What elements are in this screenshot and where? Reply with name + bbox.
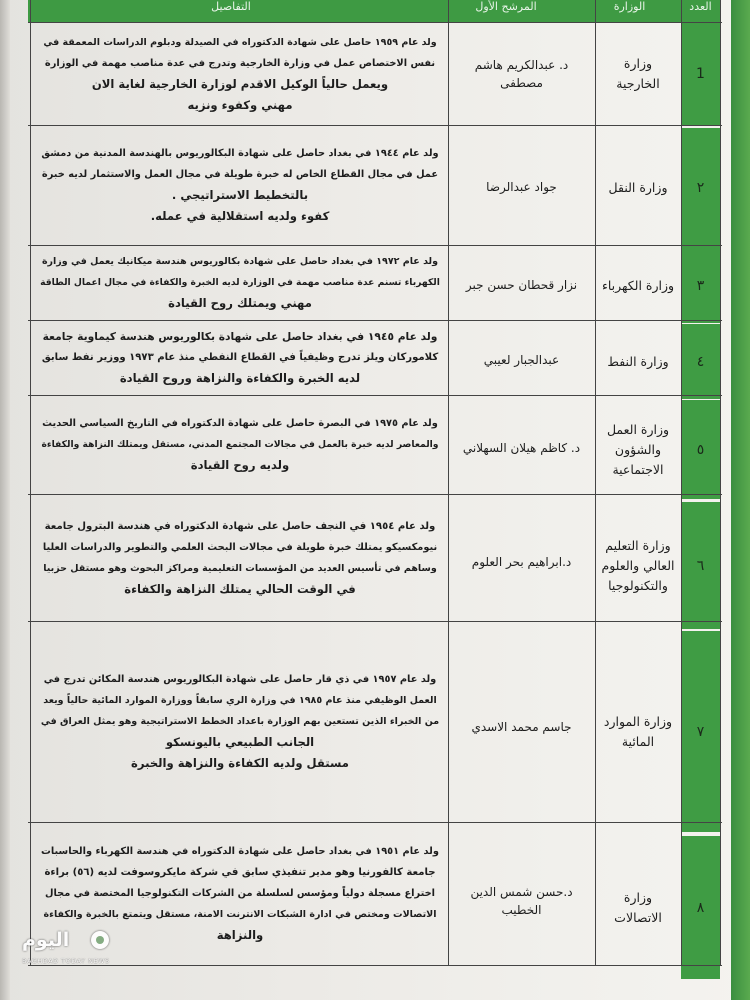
row-number: ٣ bbox=[681, 248, 720, 323]
details-line: والنزاهة bbox=[216, 928, 264, 942]
candidate-name: د. عبدالكريم هاشم مصطفى bbox=[474, 57, 569, 90]
table-column-divider bbox=[681, 0, 682, 965]
details-line: اختراع مسجلة دولياً ومؤسس لسلسلة من الشركات التكنولوجيا المختصة في مجال bbox=[44, 888, 436, 899]
header-details: التفاصيل bbox=[28, 0, 434, 22]
details-line: نفس الاختصاص عمل في وزارة الخارجية وتدرج في عدة مناصب مهمة في الوزارة bbox=[44, 57, 436, 69]
details-text-block bbox=[40, 326, 440, 389]
ministry-name: وزارة التعليم العالي والعلوم والتكنولوجيا bbox=[601, 537, 675, 593]
table-row-divider bbox=[28, 320, 722, 321]
candidate-name: جاسم محمد الاسدي bbox=[471, 719, 572, 734]
table-row-divider bbox=[28, 822, 722, 823]
header-number: العدد bbox=[681, 0, 720, 22]
candidate-name: عبدالجبار لعيبي bbox=[483, 352, 560, 367]
table-column-divider bbox=[448, 0, 449, 965]
ministry-name: وزارة الموارد المائية bbox=[603, 713, 673, 749]
details-line: ولد عام ١٩٤٥ في بغداد حاصل على شهادة بكالوريوس هندسة كيماوية جامعة bbox=[42, 330, 438, 343]
details-line: مهني وكفوء ونزيه bbox=[187, 97, 293, 112]
details-line: لديه الخبرة والكفاءة والنزاهة وروح القيادة bbox=[119, 371, 361, 385]
details-line: ولد عام ١٩٥١ في بغداد حاصل على شهادة الدكتوراه في هندسة الكهرباء والحاسبات bbox=[41, 846, 439, 857]
details-text-block bbox=[40, 32, 440, 116]
details-line: ولد عام ١٩٤٤ في بغداد حاصل على شهادة البكالوريوس بالهندسة المدنية من دمشق bbox=[41, 148, 439, 159]
details-text-block bbox=[40, 669, 440, 774]
row-number: ٥ bbox=[681, 400, 720, 499]
table-row bbox=[0, 395, 750, 494]
table-row-divider bbox=[28, 494, 722, 495]
details-line: ويعمل حالياً الوكيل الاقدم لوزارة الخارجية لغاية الان bbox=[91, 76, 389, 91]
ministry-name: وزارة النفط bbox=[607, 353, 669, 369]
table-row-divider bbox=[28, 395, 722, 396]
candidate-details bbox=[32, 320, 448, 395]
watermark-brand: BAGHDAD TODAY NEWS bbox=[22, 957, 110, 965]
table-row-divider bbox=[28, 965, 722, 966]
candidate-name: د. كاظم هيلان السهلاني bbox=[462, 440, 581, 455]
row-number: ٢ bbox=[681, 128, 720, 248]
table-row bbox=[0, 494, 750, 621]
details-line: ولد عام ١٩٧٥ في البصرة حاصل على شهادة الدكتوراه في التاريخ السياسي الحديث bbox=[42, 418, 438, 429]
details-line: عمل في مجال القطاع الخاص له خبرة طويلة في مجال العمل والاستثمار لديه خبرة bbox=[41, 169, 439, 180]
details-line: مستقل ولديه الكفاءة والنزاهة والخبرة bbox=[131, 756, 349, 770]
header-ministry: الوزارة bbox=[578, 0, 681, 22]
details-line: والمعاصر لديه خبرة بالعمل في مجالات المجتمع المدني، مستقل ويمتلك النزاهة والكفاءة bbox=[41, 439, 439, 450]
details-line: وساهم في تأسيس العديد من المؤسسات التعليمية ومراكز البحوث وهو مستقل حزبيا bbox=[43, 562, 437, 574]
row-number: ٦ bbox=[681, 502, 720, 629]
ministry-name: وزارة العمل والشؤون الاجتماعية bbox=[606, 421, 670, 477]
details-line: كفوء ولديه استقلالية في عمله. bbox=[150, 209, 330, 223]
table-row-divider bbox=[28, 125, 722, 126]
candidate-name: نزار قحطان حسن جبر bbox=[465, 277, 578, 292]
row-number: ٨ bbox=[681, 836, 720, 979]
details-line: العمل الوظيفي منذ عام ١٩٨٥ في وزارة الري سابقاً ووزارة الموارد المائية حالياً ويعد bbox=[43, 695, 437, 706]
candidate-details bbox=[32, 125, 448, 245]
candidate-details bbox=[32, 621, 448, 822]
details-line: مهني ويمتلك روح القيادة bbox=[168, 296, 312, 310]
details-line: جامعة كالفورنيا وهو مدير تنفيذي سابق في شركة مايكروسوفت لديه (٥٦) براءة bbox=[44, 867, 436, 878]
details-line: نيومكسيكو يمتلك خبرة طويلة في مجالات البحث العلمي والتطوير والدراسات العليا bbox=[42, 541, 438, 553]
details-text-block bbox=[40, 413, 440, 476]
table-column-divider bbox=[595, 0, 596, 965]
table-row bbox=[0, 22, 750, 125]
candidate-details bbox=[32, 245, 448, 320]
row-number: ٤ bbox=[681, 324, 720, 399]
ministry-name: وزارة الكهرباء bbox=[601, 277, 675, 293]
details-line: الاتصالات ومختص في ادارة الشبكات الانترنت الامنة، مستقل ويتمتع بالخبرة والكفاءة bbox=[43, 909, 437, 920]
table-row bbox=[0, 125, 750, 245]
details-line: بالتخطيط الاستراتيجي . bbox=[171, 188, 309, 202]
candidate-name: د.ابراهيم بحر العلوم bbox=[471, 554, 572, 569]
table-row bbox=[0, 320, 750, 395]
watermark-logo-mark: اليوم bbox=[22, 929, 70, 951]
details-line: ولديه روح القيادة bbox=[190, 458, 290, 472]
details-line: في الوقت الحالي يمتلك النزاهة والكفاءة bbox=[124, 581, 356, 596]
table-row-divider bbox=[28, 621, 722, 622]
ministry-name: وزارة الاتصالات bbox=[614, 889, 662, 925]
candidate-name: د.حسن شمس الدين الخطيب bbox=[470, 884, 573, 917]
details-text-block bbox=[40, 516, 440, 600]
details-line: ولد عام ١٩٥٩ حاصل على شهادة الدكتوراه في الصيدلة ودبلوم الدراسات المعمقة في bbox=[43, 36, 437, 48]
ministry-name: وزارة الخارجية bbox=[616, 55, 660, 91]
details-text-block bbox=[40, 143, 440, 227]
candidate-name: جواد عبدالرضا bbox=[486, 180, 557, 194]
details-line: ولد عام ١٩٧٢ في بغداد حاصل على شهادة بكالوريوس هندسة ميكانيك يعمل في وزارة bbox=[41, 256, 439, 267]
row-number: 1 bbox=[681, 22, 720, 125]
watermark-dot-icon bbox=[91, 931, 109, 949]
row-number: ٧ bbox=[681, 631, 720, 832]
table-row-divider bbox=[28, 245, 722, 246]
details-line: ولد عام ١٩٥٤ في النجف حاصل على شهادة الدكتوراه في هندسة البترول جامعة bbox=[44, 520, 436, 532]
candidate-details bbox=[32, 395, 448, 494]
details-text-block bbox=[40, 251, 440, 314]
details-line: ولد عام ١٩٥٧ في ذي قار حاصل على شهادة البكالوريوس هندسة المكائن تدرج في bbox=[43, 674, 437, 685]
table-row-divider bbox=[28, 22, 722, 23]
candidate-details bbox=[32, 22, 448, 125]
ministry-name: وزارة النقل bbox=[608, 180, 668, 195]
candidate-details bbox=[32, 494, 448, 621]
table-column-divider bbox=[720, 0, 721, 965]
details-line: الجانب الطبيعي باليونسكو bbox=[165, 735, 315, 749]
table-row bbox=[0, 621, 750, 822]
details-line: كلاموركان ويلز تدرج وظيفياً في القطاع النفطي منذ عام ١٩٧٣ ووزير نفط سابق bbox=[41, 352, 439, 363]
details-line: من الخبراء الذين تستعين بهم الوزارة باعداد الخطط الاستراتيجية وهو يمثل العراق في bbox=[40, 716, 440, 727]
table-row bbox=[0, 245, 750, 320]
table-column-divider bbox=[30, 0, 31, 965]
details-line: الكهرباء تسنم عدة مناصب مهمة في الوزارة لديه الخبرة والكفاءة في مجال اعمال الطاقة bbox=[40, 277, 440, 288]
header-candidate: المرشح الأول bbox=[434, 0, 578, 22]
watermark-logo bbox=[22, 925, 132, 975]
green-margin-strip bbox=[731, 0, 750, 1000]
